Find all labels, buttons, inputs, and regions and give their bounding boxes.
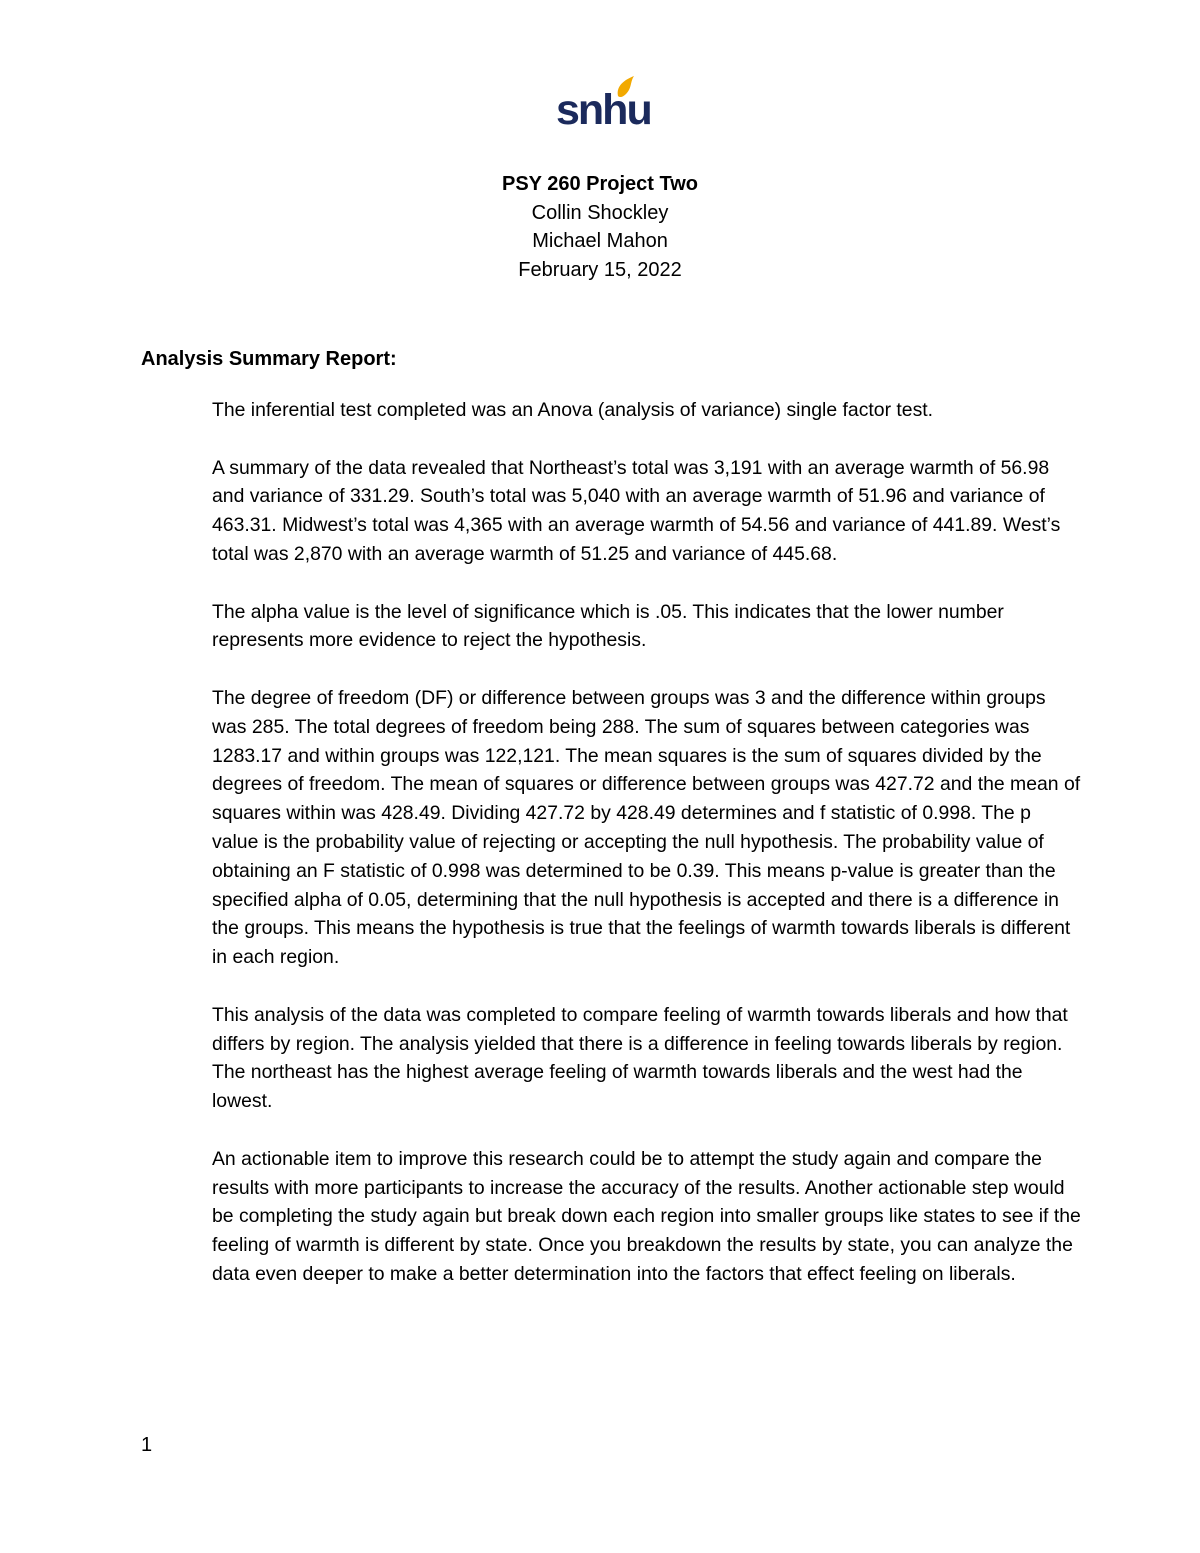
author-2: Michael Mahon — [532, 230, 668, 252]
document-date: February 15, 2022 — [518, 258, 682, 281]
section-heading: Analysis Summary Report: — [141, 348, 397, 370]
logo-wordmark: snhu — [556, 86, 651, 134]
author-1: Collin Shockley — [531, 201, 669, 224]
document-title: PSY 260 Project Two — [501, 173, 698, 195]
title-block — [0, 170, 1200, 284]
paragraph-test-type: The inferential test completed was an Anova (analysis of variance) single factor test. — [212, 399, 934, 421]
snhu-logo — [556, 74, 651, 134]
paragraph-anova-results: The degree of freedom (DF) or difference between groups was 3 and the difference within groups was 285. The total degrees of freedom being 288. The sum of squares between categories was 1283.17 and within groups was 122,121. The mean squares is the sum of squares divided by the degrees of freedom. The mean of squares or difference between groups was 427.72 and the mean of squares within was 428.49. Dividing 427.72 by 428.49 determines and f statistic of 0.998. The p value is the probability value of rejecting or accepting the null hypothesis. The probability value of obtaining an F statistic of 0.998 was determined to be 0.39. This means p-value is greater than the specified alpha of 0.05, determining that the null hypothesis is accepted and there is a difference in the groups. This means the hypothesis is true that the feelings of warmth towards liberals is different in each region. — [212, 686, 1081, 969]
paragraph-conclusion: This analysis of the data was completed to compare feeling of warmth towards liberals and how that differs by region. The analysis yielded that there is a difference in feeling towards liberals by region. The northeast has the highest average feeling of warmth towards liberals and the west had the lowest. — [212, 1003, 1068, 1113]
paragraph-actionable-items: An actionable item to improve this research could be to attempt the study again and compare the results with more participants to increase the accuracy of the results. Another actionable step would be completing the study again but break down each region into smaller groups like states to see if the feeling of warmth is different by state. Once you breakdown the results by state, you can analyze the data even deeper to make a better determination into the factors that effect feeling on liberals. — [212, 1147, 1081, 1285]
paragraph-alpha: The alpha value is the level of significance which is .05. This indicates that the lower number represents more evidence to reject the hypothesis. — [212, 600, 1004, 652]
page-number: 1 — [141, 1434, 153, 1456]
paragraph-data-summary: A summary of the data revealed that Northeast’s total was 3,191 with an average warmth of 56.98 and variance of 331.29. South’s total was 5,040 with an average warmth of 51.96 and variance of 463.31. Midwest’s total was 4,365 with an average warmth of 54.56 and variance of 441.89. West’s total was 2,870 with an average warmth of 51.25 and variance of 445.68. — [212, 456, 1061, 565]
report-body — [212, 396, 1082, 1318]
